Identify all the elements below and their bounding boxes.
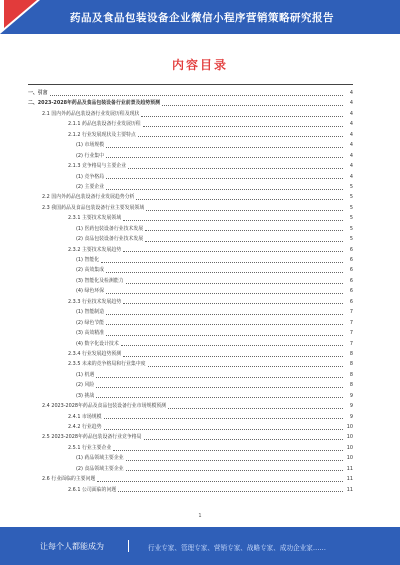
toc-leader-dots — [106, 314, 343, 315]
footer-separator — [128, 540, 129, 552]
toc-leader-dots — [126, 283, 343, 284]
toc-entry[interactable] — [28, 432, 353, 442]
toc-entry-label: 2.1 国内外药品包装设备行业发展历程及现状 — [42, 110, 140, 117]
toc-leader-dots — [96, 397, 343, 398]
header-bar — [0, 0, 400, 34]
header-red-wedge — [4, 0, 37, 28]
toc-leader-dots — [50, 95, 343, 96]
toc-entry-page: 5 — [349, 194, 353, 201]
toc-entry-page: 4 — [349, 173, 353, 180]
toc-entry-label: 2.5.1 行业主要企业 — [68, 444, 112, 451]
toc-entry-label: (1) 竞争格局 — [76, 173, 105, 180]
toc-leader-dots — [126, 460, 343, 461]
toc-entry[interactable] — [28, 182, 353, 192]
toc-leader-dots — [145, 241, 343, 242]
toc-divider — [28, 84, 353, 85]
toc-leader-dots — [148, 366, 343, 367]
toc-entry[interactable] — [28, 130, 353, 140]
toc-entry[interactable] — [28, 412, 353, 422]
toc-entry[interactable] — [28, 119, 353, 129]
toc-entry[interactable] — [28, 88, 353, 98]
toc-entry[interactable] — [28, 453, 353, 463]
toc-leader-dots — [123, 220, 343, 221]
toc-leader-dots — [106, 335, 343, 336]
toc-entry[interactable] — [28, 109, 353, 119]
toc-entry-page: 9 — [349, 392, 353, 399]
toc-leader-dots — [145, 230, 343, 231]
toc-entry-label: 2.1.3 竞争格局与主要企业 — [68, 163, 127, 170]
toc-entry-label: (2) 高效集成 — [76, 267, 105, 274]
toc-leader-dots — [138, 136, 343, 137]
toc-entry[interactable] — [28, 161, 353, 171]
toc-leader-dots — [106, 293, 343, 294]
toc-leader-dots — [118, 491, 343, 492]
toc-entry-label: 2.6.1 公司面临的问题 — [68, 486, 117, 493]
toc-entry[interactable] — [28, 286, 353, 296]
toc-leader-dots — [126, 470, 343, 471]
toc-entry-label: 2.3.4 行业发展趋势预测 — [68, 350, 122, 357]
toc-entry-label: 2.2 国内外药品包装设备行业发展趋势分析 — [42, 194, 135, 201]
toc-entry[interactable] — [28, 172, 353, 182]
toc-entry[interactable] — [28, 464, 353, 474]
toc-entry-page: 5 — [349, 225, 353, 232]
toc-entry[interactable] — [28, 380, 353, 390]
toc-entry-page: 5 — [349, 204, 353, 211]
toc-entry-label: (1) 市场规模 — [76, 142, 105, 149]
toc-entry-page: 10 — [346, 434, 353, 441]
toc-entry[interactable] — [28, 391, 353, 401]
toc-entry-label: (3) 挑战 — [76, 392, 95, 399]
toc-entry-label: (2) 主要企业 — [76, 183, 105, 190]
toc-entry[interactable] — [28, 203, 353, 213]
toc-entry[interactable] — [28, 140, 353, 150]
toc-entry-page: 11 — [346, 476, 353, 483]
toc-entry-page: 4 — [349, 90, 353, 96]
toc-leader-dots — [123, 303, 343, 304]
toc-leader-dots — [168, 408, 343, 409]
toc-entry-label: 2.3.3 行业技术发展趋势 — [68, 298, 122, 305]
toc-entry-label: (2) 食品领域主要企业 — [76, 465, 124, 472]
toc-entry[interactable] — [28, 234, 353, 244]
toc-leader-dots — [162, 105, 343, 106]
toc-entry[interactable] — [28, 359, 353, 369]
toc-entry-page: 8 — [349, 382, 353, 389]
toc-entry-label: (4) 绿色环保 — [76, 288, 105, 295]
toc-entry-page: 6 — [349, 257, 353, 263]
toc-entry-label: (2) 风险 — [76, 382, 95, 389]
toc-entry[interactable] — [28, 98, 353, 108]
toc-leader-dots — [106, 157, 343, 158]
toc-leader-dots — [143, 126, 343, 127]
toc-entry-page: 7 — [349, 330, 353, 337]
toc-entry-page: 4 — [349, 152, 353, 159]
toc-leader-dots — [141, 116, 343, 117]
toc-entry-label: (3) 高效精准 — [76, 330, 105, 337]
toc-entry-page: 8 — [349, 361, 353, 368]
toc-leader-dots — [136, 199, 343, 200]
toc-entry-label: 2.3.2 主要技术发展趋势 — [68, 246, 122, 253]
toc-entry[interactable] — [28, 255, 353, 265]
toc-entry-label: 2.6 行业面临的主要问题 — [42, 476, 96, 483]
table-of-contents — [28, 88, 353, 495]
toc-leader-dots — [121, 345, 343, 346]
toc-entry-label: 2.1.2 行业发展现状及主要特点 — [68, 131, 136, 138]
toc-entry-page: 4 — [349, 131, 353, 138]
toc-entry-label: (1) 药品领域主要企业 — [76, 455, 124, 462]
toc-leader-dots — [106, 178, 343, 179]
toc-entry-label: (2) 行业集中 — [76, 152, 105, 159]
toc-entry[interactable] — [28, 213, 353, 223]
toc-entry-page: 7 — [349, 309, 353, 316]
toc-entry-label: 2.1.1 药品包装设备行业发展历程 — [68, 121, 141, 128]
toc-entry[interactable] — [28, 443, 353, 453]
toc-entry-page: 11 — [346, 486, 353, 493]
toc-entry-page: 7 — [349, 319, 353, 326]
toc-leader-dots — [123, 356, 343, 357]
toc-entry-page: 5 — [349, 215, 353, 222]
toc-heading: 内容目录 — [171, 58, 228, 72]
toc-entry[interactable] — [28, 401, 353, 411]
footer-bar — [0, 527, 400, 565]
toc-entry-page: 4 — [349, 121, 353, 128]
toc-entry-label: (4) 数字化设计技术 — [76, 340, 119, 347]
toc-entry-page: 10 — [346, 444, 353, 451]
toc-entry[interactable] — [28, 339, 353, 349]
toc-leader-dots — [106, 147, 343, 148]
toc-leader-dots — [123, 251, 343, 252]
toc-entry-page: 4 — [349, 163, 353, 170]
toc-entry-page: 9 — [349, 413, 353, 420]
toc-entry[interactable] — [28, 151, 353, 161]
toc-leader-dots — [97, 481, 343, 482]
toc-entry-label: (1) 医药包装设备行业技术发展 — [76, 225, 144, 232]
toc-entry[interactable] — [28, 265, 353, 275]
toc-entry[interactable] — [28, 307, 353, 317]
toc-entry-page: 4 — [349, 110, 353, 117]
toc-entry-label: (2) 食品包装设备行业技术发展 — [76, 236, 144, 243]
toc-entry[interactable] — [28, 297, 353, 307]
toc-leader-dots — [96, 387, 343, 388]
toc-entry-page: 8 — [349, 350, 353, 357]
toc-entry-page: 10 — [346, 455, 353, 462]
toc-entry-label: 2.3.1 主要技术发展领域 — [68, 215, 122, 222]
toc-entry-label: (3) 智能化及检测能力 — [76, 277, 124, 284]
toc-entry-label: 2.5 2023-2028年药品包装设备行业竞争格局 — [42, 434, 142, 441]
report-title: 药品及食品包装设备企业微信小程序营销策略研究报告 — [70, 12, 334, 24]
toc-entry-label: 一、引言 — [28, 90, 48, 96]
toc-entry-label: 2.4.1 市场规模 — [68, 413, 102, 420]
toc-leader-dots — [128, 168, 343, 169]
toc-entry-label: (2) 绿色节能 — [76, 319, 105, 326]
toc-entry[interactable] — [28, 474, 353, 484]
toc-entry-page: 6 — [349, 246, 353, 253]
toc-entry-page: 10 — [346, 424, 353, 430]
toc-entry-page: 8 — [349, 371, 353, 378]
toc-entry-page: 6 — [349, 288, 353, 295]
toc-leader-dots — [106, 272, 343, 273]
toc-leader-dots — [113, 450, 343, 451]
toc-entry-label: 2.4 2023-2028年药品及食品包装设备行业市场规模预测 — [42, 403, 167, 410]
toc-entry[interactable] — [28, 485, 353, 495]
toc-entry-label: (1) 机遇 — [76, 371, 95, 378]
toc-entry[interactable] — [28, 224, 353, 234]
toc-entry[interactable] — [28, 422, 353, 432]
toc-entry[interactable] — [28, 349, 353, 359]
toc-entry-page: 4 — [349, 142, 353, 149]
toc-leader-dots — [146, 210, 343, 211]
toc-entry-page: 5 — [349, 183, 353, 190]
toc-entry-page: 4 — [349, 100, 353, 107]
page-number: 1 — [198, 513, 202, 519]
toc-entry-label: (1) 智能化 — [76, 257, 100, 263]
toc-entry[interactable] — [28, 370, 353, 380]
toc-entry-page: 6 — [349, 267, 353, 274]
toc-entry-page: 5 — [349, 236, 353, 243]
footer-roles: 行业专家、管理专家、营销专家、战略专家、成功企业家…… — [148, 544, 327, 552]
toc-entry[interactable] — [28, 245, 353, 255]
toc-entry-label: 2.4.2 行业趋势 — [68, 424, 102, 430]
toc-entry-label: (1) 智能制造 — [76, 309, 105, 316]
toc-leader-dots — [101, 262, 343, 263]
toc-entry[interactable] — [28, 318, 353, 328]
toc-entry-label: 2.3.5 未来的竞争格局和行业集中度 — [68, 361, 146, 368]
toc-leader-dots — [106, 324, 343, 325]
footer-slogan: 让每个人都能成为 — [40, 542, 104, 551]
toc-entry[interactable] — [28, 328, 353, 338]
toc-entry-page: 9 — [349, 403, 353, 410]
toc-leader-dots — [144, 439, 343, 440]
toc-leader-dots — [96, 377, 343, 378]
toc-leader-dots — [106, 189, 343, 190]
toc-leader-dots — [104, 429, 343, 430]
toc-leader-dots — [104, 418, 343, 419]
toc-entry[interactable] — [28, 276, 353, 286]
toc-entry-page: 7 — [349, 340, 353, 347]
toc-entry-label: 2.3 我国药品及食品包装设备行业主要发展领域 — [42, 204, 145, 211]
toc-entry-label: 二、2023-2028年药品及食品包装设备行业前景及趋势预测 — [28, 100, 160, 107]
toc-entry-page: 11 — [346, 465, 353, 472]
toc-entry-page: 6 — [349, 277, 353, 284]
toc-entry-page: 6 — [349, 298, 353, 305]
toc-entry[interactable] — [28, 192, 353, 202]
